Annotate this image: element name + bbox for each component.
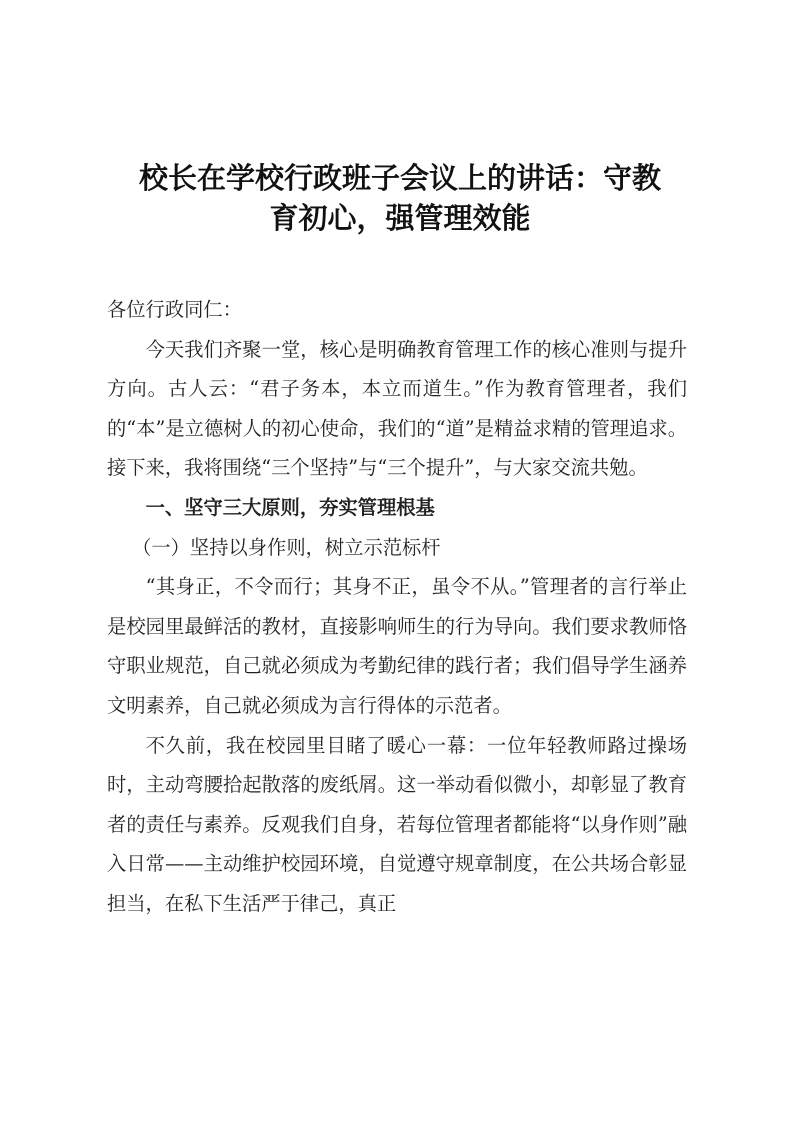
- document-body: [107, 290, 687, 924]
- intro-paragraph: 今天我们齐聚一堂，核心是明确教育管理工作的核心准则与提升方向。古人云：“君子务本，本立而道生。”作为教育管理者，我们的“本”是立德树人的初心使命，我们的“道”是精益求精的管理追求。接下来，我将围绕“三个坚持”与“三个提升”，与大家交流共勉。: [107, 337, 687, 480]
- document-title: [100, 158, 700, 238]
- title-line-2: 育初心，强管理效能: [269, 201, 531, 235]
- section-heading-1: 一、坚守三大原则，夯实管理根基: [145, 495, 435, 519]
- body-paragraph: 不久前，我在校园里目睹了暖心一幕：一位年轻教师路过操场时，主动弯腰拾起散落的废纸屑。这一举动看似微小，却彰显了教育者的责任与素养。反观我们自身，若每位管理者都能将“以身作则”融入日常——主动维护校园环境，自觉遵守规章制度，在公共场合彰显担当，在私下生活严于律己，真正: [107, 733, 687, 915]
- subsection-heading-1: （一）坚持以身作则，树立示范标杆: [132, 535, 441, 559]
- body-paragraph: “其身正，不令而行；其身不正，虽令不从。”管理者的言行举止是校园里最鲜活的教材，直接影响师生的行为导向。我们要求教师恪守职业规范，自己就必须成为考勤纪律的践行者；我们倡导学生涵养文明素养，自己就必须成为言行得体的示范者。: [107, 575, 687, 717]
- salutation: 各位行政同仁：: [107, 298, 242, 321]
- title-line-1: 校长在学校行政班子会议上的讲话：守教: [138, 161, 661, 195]
